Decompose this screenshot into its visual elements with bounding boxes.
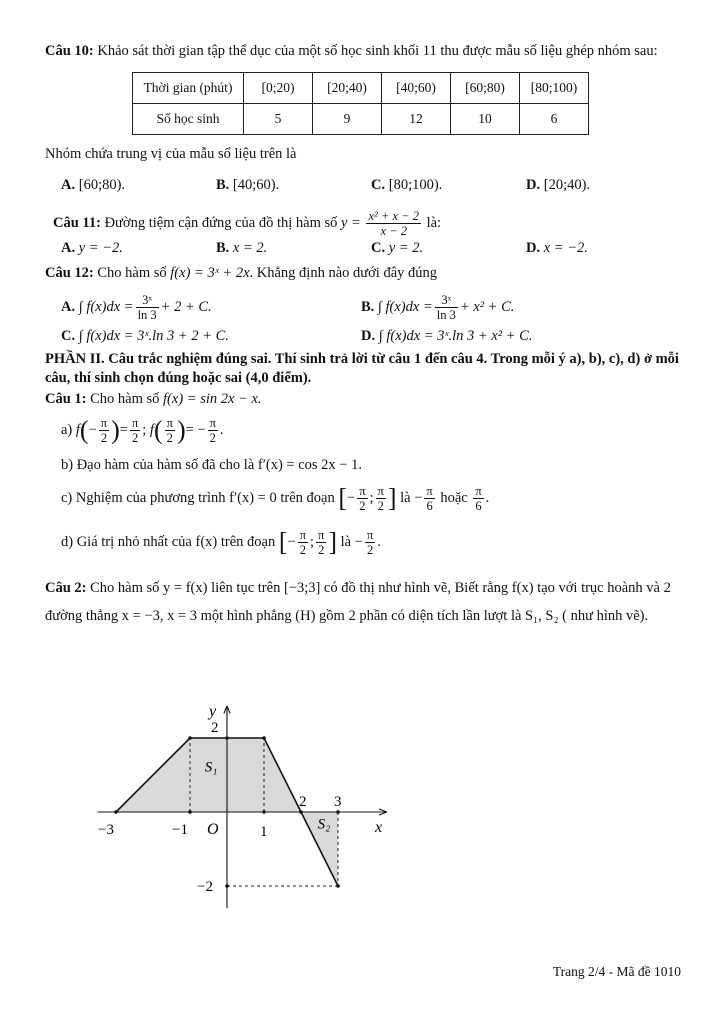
bracket-close-icon: ]: [328, 527, 338, 557]
question-10-label: Câu 10:: [45, 43, 94, 59]
fraction-denominator: 2: [299, 543, 306, 557]
option-integral: ∫ f(x)dx =: [78, 298, 134, 315]
fraction: [357, 484, 367, 513]
fraction-denominator: 6: [475, 499, 482, 513]
fraction-numerator: π: [100, 416, 108, 430]
table-header-label: Thời gian (phút): [133, 73, 244, 104]
page-footer: Trang 2/4 - Mã đề 1010: [552, 964, 681, 979]
statement-label: a): [61, 421, 73, 438]
option-text: x = 2.: [232, 240, 268, 256]
option-c[interactable]: [61, 328, 361, 345]
paren-close-icon: ): [111, 415, 120, 445]
y-tick-label: −2: [197, 879, 213, 895]
fraction-numerator: π: [426, 484, 433, 498]
option-text: ∫ f(x)dx = 3ˣ.ln 3 + x² + C.: [378, 327, 533, 344]
option-c[interactable]: [371, 240, 526, 262]
period: .: [377, 533, 381, 550]
question-11-text: Đường tiệm cận đứng của đồ thị hàm số: [104, 214, 338, 231]
statement-text: hoặc: [440, 489, 468, 506]
fraction-numerator: π: [475, 484, 482, 498]
x-axis-label: x: [375, 819, 383, 836]
statement-text: c) Nghiệm của phương trình f′(x) = 0 trên đoạn: [61, 489, 335, 506]
option-text: [40;60).: [232, 177, 280, 193]
question-10-text: Khảo sát thời gian tập thể dục của một số học sinh khối 11 thu được mẫu số liệu ghép nhóm sau:: [97, 43, 658, 59]
question-10-prompt: Nhóm chứa trung vị của mẫu số liệu trên là: [45, 146, 297, 162]
fraction-numerator: 3ˣ: [435, 293, 458, 308]
question-10-options: [61, 177, 682, 199]
fraction-denominator: 2: [366, 543, 374, 557]
fraction-denominator: 2: [359, 499, 366, 513]
vertex-dot: [336, 884, 340, 888]
table-count-label: Số học sinh: [133, 104, 244, 135]
paren-close-icon: ): [176, 415, 186, 445]
vertex-dot: [225, 884, 229, 888]
option-letter: B.: [216, 240, 230, 256]
fraction-denominator: 2: [166, 431, 173, 445]
part-2-title: PHẦN II. Câu trắc nghiệm đúng sai. Thí sinh trả lời từ câu 1 đến câu 4. Trong mỗi ý a), b), c), d) ở mỗi câu, thí sinh chọn đúng hoặc sai (4,0 điểm).: [45, 351, 679, 386]
part2-question-2: [45, 574, 682, 630]
fraction-numerator: π: [359, 484, 366, 498]
option-text: ∫ f(x)dx = 3ˣ.ln 3 + 2 + C.: [78, 327, 229, 344]
part2-question-1: [45, 388, 682, 410]
region-s2-label: S₂: [317, 816, 331, 833]
equals-sign: =: [119, 421, 128, 438]
option-letter: C.: [371, 177, 386, 193]
table-cell: 6: [520, 104, 589, 135]
minus-sign: −: [287, 533, 296, 550]
option-b[interactable]: [216, 177, 371, 199]
x-tick-label: −1: [172, 822, 188, 838]
option-letter: D.: [526, 240, 541, 256]
question-11-y: y =: [341, 214, 361, 231]
statement-text: là −: [340, 533, 363, 550]
fraction-numerator: π: [318, 528, 325, 542]
bracket-open-icon: [: [338, 483, 347, 513]
table-cell: 5: [244, 104, 313, 135]
fraction-denominator: 2: [100, 431, 108, 445]
function-symbol: f: [75, 421, 80, 438]
table-cell: [20;40): [313, 73, 382, 104]
statement-text: d) Giá trị nhỏ nhất của f(x) trên đoạn: [61, 533, 276, 550]
paren-open-icon: (: [79, 415, 89, 445]
question-11: [53, 209, 682, 238]
option-a[interactable]: [61, 177, 216, 199]
fraction-denominator: ln 3: [436, 307, 456, 322]
period: .: [485, 489, 490, 506]
fraction-numerator: π: [131, 416, 139, 430]
fraction-numerator: π: [166, 416, 173, 430]
statement-text: là −: [400, 489, 423, 506]
fraction-denominator: 2: [209, 431, 216, 445]
fraction-numerator: π: [209, 416, 216, 430]
option-letter: A.: [61, 298, 76, 315]
table-cell: 12: [382, 104, 451, 135]
option-letter: D.: [526, 177, 541, 193]
vertex-dot: [114, 810, 118, 814]
function-symbol: f: [149, 421, 154, 438]
option-d[interactable]: [526, 240, 681, 262]
x-tick-label: 1: [260, 824, 268, 840]
question-text: Cho hàm số y = f(x) liên tục trên [−3;3] có đồ thị như hình vẽ, Biết rằng f(x) tạo với trục hoành và 2 đường thẳng x = −3, x = 3 một hình phẳng (H) gồm 2 phần có diện tích lần lượt là S₁, S₂ ( như hình vẽ).: [45, 580, 671, 624]
option-text: y = 2.: [388, 240, 424, 256]
question-12-options-row1: [61, 290, 682, 324]
fraction: [424, 484, 434, 513]
question-text: Cho hàm số: [90, 391, 160, 407]
vertex-dot: [188, 810, 192, 814]
fraction-denominator: 2: [318, 543, 325, 557]
option-fraction: [435, 293, 458, 322]
vertex-dot: [262, 810, 266, 814]
fraction-denominator: x − 2: [380, 224, 407, 238]
option-fraction: [136, 293, 159, 322]
fraction: [365, 528, 375, 557]
exam-page: [45, 40, 682, 630]
fraction: [99, 416, 109, 445]
separator: ;: [369, 489, 374, 506]
option-tail: + x² + C.: [459, 298, 515, 315]
table-cell: [40;60): [382, 73, 451, 104]
statement-b[interactable]: b) Đạo hàm của hàm số đã cho là f′(x) = cos 2x − 1.: [61, 457, 362, 473]
question-11-fraction: [366, 209, 420, 238]
x-tick-label: 3: [334, 794, 342, 810]
fraction: [376, 484, 386, 513]
fraction-denominator: 6: [426, 499, 433, 513]
fraction-numerator: π: [366, 528, 374, 542]
fraction: [130, 416, 140, 445]
question-label: Câu 2:: [45, 580, 87, 596]
question-label: Câu 1:: [45, 391, 87, 407]
question-12-options-row2: [61, 324, 682, 348]
question-11-tail: là:: [426, 214, 442, 231]
option-a[interactable]: [61, 293, 361, 322]
minus-sign: −: [347, 489, 356, 506]
y-tick-label: 2: [211, 720, 219, 736]
option-b[interactable]: [361, 293, 661, 322]
option-d[interactable]: [526, 177, 681, 199]
separator: ;: [310, 533, 315, 550]
function-graph: [95, 698, 395, 908]
option-text: x = −2.: [543, 240, 588, 256]
option-letter: C.: [371, 240, 386, 256]
question-function: f(x) = sin 2x − x.: [163, 391, 262, 407]
equals-sign: = −: [185, 421, 206, 438]
frequency-table: [132, 72, 589, 135]
fraction-denominator: 2: [377, 499, 384, 513]
fraction: [165, 416, 175, 445]
question-12-label: Câu 12:: [45, 265, 94, 281]
fraction-denominator: ln 3: [137, 307, 157, 322]
question-10: [45, 40, 682, 62]
option-text: [20;40).: [543, 177, 591, 193]
option-letter: B.: [361, 298, 375, 315]
option-d[interactable]: [361, 328, 661, 345]
question-11-label: Câu 11:: [53, 214, 101, 231]
table-cell: 10: [451, 104, 520, 135]
table-cell: 9: [313, 104, 382, 135]
table-row: [133, 73, 589, 104]
fraction-numerator: π: [299, 528, 306, 542]
table-cell: [80;100): [520, 73, 589, 104]
question-12-text: Cho hàm số: [97, 265, 167, 281]
option-b[interactable]: [216, 240, 371, 262]
option-integral: ∫ f(x)dx =: [377, 298, 433, 315]
vertex-dot: [299, 810, 303, 814]
option-letter: A.: [61, 177, 76, 193]
option-a[interactable]: [61, 240, 216, 262]
separator: ;: [142, 421, 147, 438]
table-row: [133, 104, 589, 135]
question-12-tail: . Khẳng định nào dưới đây đúng: [249, 265, 438, 281]
table-cell: [0;20): [244, 73, 313, 104]
fraction: [473, 484, 483, 513]
option-text: y = −2.: [78, 240, 123, 256]
minus-sign: −: [88, 421, 97, 438]
question-12: [45, 262, 682, 284]
option-text: [60;80).: [78, 177, 126, 193]
table-cell: [60;80): [451, 73, 520, 104]
vertex-dot: [188, 736, 192, 740]
vertex-dot: [262, 736, 266, 740]
question-12-function: f(x) = 3ˣ + 2x: [170, 265, 250, 281]
option-letter: C.: [61, 327, 76, 344]
fraction: [208, 416, 218, 445]
fraction-denominator: 2: [131, 431, 139, 445]
fraction-numerator: 3ˣ: [136, 293, 159, 308]
option-tail: + 2 + C.: [160, 298, 212, 315]
vertex-dot: [336, 810, 340, 814]
fraction: [298, 528, 308, 557]
period: .: [219, 421, 224, 438]
option-text: [80;100).: [388, 177, 443, 193]
origin-label: O: [207, 821, 219, 838]
statement-c[interactable]: [61, 484, 682, 520]
x-tick-label: 2: [299, 794, 307, 810]
statement-a[interactable]: [61, 416, 682, 450]
option-letter: D.: [361, 327, 376, 344]
region-s1-label: S₁: [204, 759, 218, 776]
question-11-options: [61, 240, 682, 262]
bracket-close-icon: ]: [387, 483, 397, 513]
fraction-numerator: x² + x − 2: [368, 209, 419, 223]
option-letter: A.: [61, 240, 76, 256]
vertex-dot: [225, 736, 229, 740]
option-c[interactable]: [371, 177, 526, 199]
x-tick-label: −3: [98, 822, 114, 838]
statement-d[interactable]: [61, 528, 682, 564]
y-axis-label: y: [209, 703, 217, 721]
paren-open-icon: (: [153, 415, 163, 445]
option-letter: B.: [216, 177, 230, 193]
fraction-numerator: π: [377, 484, 384, 498]
fraction: [316, 528, 326, 557]
bracket-open-icon: [: [278, 527, 288, 557]
